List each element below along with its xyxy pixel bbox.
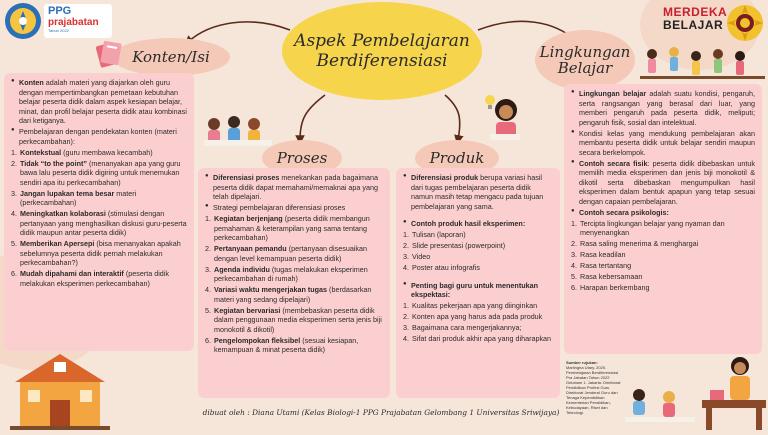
list-item: 5. Rasa kebersamaan [571, 272, 643, 281]
list-item: 3. Jangan lupakan tema besar materi (perkecambahan) [11, 188, 137, 207]
produk-definition: ● Diferensiasi produk berupa variasi hasil dari tugas pembelajaran peserta didik namun masih tetap mengacu pada tujuan pembelajaran yang sama. [403, 173, 553, 211]
list-item: 5. Kegiatan bervariasi (membebaskan peserta didik dalam penggunaan media eksperimen serta jenis biji monokotil & dikotil) [205, 305, 382, 334]
lingkungan-label [535, 30, 635, 90]
arrow-to-konten [188, 22, 290, 42]
prajabatan-text: prajabatan [48, 17, 99, 28]
list-item: 6. Mudah dipahami dan interaktif (peserta didik melakukan eksperimen perkecambahan) [11, 269, 169, 288]
konten-definition: ● Konten adalah materi yang diajarkan oleh guru dengan mempertimbangkan pemetaan kebutuhan belajar peserta didik dalam aspek kesiapan belajar, minat, dan profil belajar peserta didik atau kombinasi dari ketiganya. [11, 78, 187, 126]
list-item: 4. Sifat dari produk akhir apa yang diharapkan [403, 334, 552, 343]
list-item: 4. Rasa tertantang [571, 261, 632, 270]
list-item: 1. Kontekstual (guru membawa kecambah) [11, 147, 153, 157]
belajar-text: BELAJAR [663, 18, 724, 33]
main-title-line1: Aspek Pembelajaran [294, 30, 470, 51]
proses-strategy: ● Strategi pembelajaran diferensiasi proses [205, 203, 383, 213]
merdeka-text: MERDEKA [663, 5, 728, 19]
lingkungan-fisik: ● Contoh secara fisik: peserta didik dibebaskan untuk memilih media eksperimen dan jenis biji monokotil & dikotil serta dibebaskan mengumpulkan hasil eksperimen dalam bentuk apapun yang tetap sesuai dengan capaian pembelajaran. [571, 159, 755, 207]
produk-contoh-title: ● Contoh produk hasil eksperimen: [403, 219, 553, 229]
students-reading-illustration [200, 112, 278, 152]
teacher-desk-illustration [700, 350, 766, 430]
list-item: 4. Poster atau infografis [403, 263, 480, 272]
lingkungan-definition: ● Lingkungan belajar adalah suatu kondisi, pengaruh, serta rangsangan yang berasal dari luar, yang memberi pengaruh pada peserta didik, meliputi; pengaruh fisik, sosial dan intelektual. [571, 89, 755, 127]
list-item: 1. Kualitas pekerjaan apa yang diinginkan [403, 301, 538, 310]
list-item: 1. Tercipta lingkungan belajar yang nyaman dan menyenangkan [571, 218, 725, 237]
ppg-text: PPG [48, 5, 72, 17]
lingkungan-title-line1: Lingkungan [539, 42, 631, 61]
arrow-to-proses [300, 95, 325, 140]
proses-card [198, 168, 390, 398]
list-item: 3. Rasa keadilan [571, 250, 626, 259]
list-item: 2. Slide presentasi (powerpoint) [403, 241, 506, 250]
konten-title: Konten/Isi [132, 48, 210, 66]
girl-idea-illustration [484, 90, 524, 146]
lingkungan-psikologis-title: ● Contoh secara psikologis: [571, 208, 755, 218]
list-item: 6. Pengelompokan fleksibel (sesuai kesiapan, kemampuan & minat peserta didik) [205, 335, 359, 354]
sumber-title: Sumber rujukan: [566, 360, 598, 365]
list-item: 4. Meningkatkan kolaborasi (stimulasi dengan pertanyaan yang menghasilkan diskusi guru-peserta didik maupun antar peserta didik) [11, 209, 187, 237]
konten-approach: ● Pembelajaran dengan pendekatan konten (materi perkecambahan): [11, 127, 187, 146]
list-item: 2. Pertanyaan pemandu (pertanyaan disesuaikan dengan level kemampuan peserta didik) [205, 244, 368, 263]
lingkungan-card [564, 84, 762, 354]
list-item: 2. Tidak “to the point” (menanyakan apa yang guru bawa lalu peserta didik digiring untuk menemukan sendiri apa itu perkecambahan) [11, 158, 181, 187]
proses-title: Proses [276, 149, 328, 167]
list-item: 3. Video [403, 252, 431, 261]
proses-definition: ● Diferensiasi proses menekankan pada bagaimana peserta didik dapat memahami/memaknai apa yang telah dipelajari. [205, 173, 383, 202]
list-item: 2. Konten apa yang harus ada pada produk [403, 312, 543, 321]
list-item: 1. Tulisan (laporan) [403, 230, 466, 239]
sumber-rujukan [566, 360, 624, 426]
konten-card [4, 73, 194, 351]
list-item: 6. Harapan berkembang [571, 283, 650, 292]
list-item: 3. Bagaimana cara mengerjakannya; [403, 323, 522, 332]
list-item: 2. Rasa saling menerima & menghargai [571, 239, 699, 248]
list-item: 4. Variasi waktu mengerjakan tugas (berdasarkan materi yang sedang dipelajari) [205, 285, 372, 304]
school-building-illustration [10, 350, 110, 430]
kids-playing-illustration [640, 44, 765, 84]
lingkungan-kondisi: ● Kondisi kelas yang mendukung pembelajaran akan membantu peserta didik untuk belajar sendiri maupun secara berkelompok. [571, 129, 755, 158]
produk-penting-title: ● Penting bagi guru untuk menentukan ekspektasi: [403, 281, 553, 300]
list-item: 1. Kegiatan berjenjang (peserta didik membangun pemahaman & keterampilan yang sama tentang perkecambahan) [205, 214, 370, 242]
list-item: 5. Memberikan Apersepi (bisa menanyakan apakah sebelumnya peserta didik pernah melakukan perkecambahan?) [11, 239, 181, 267]
footer-credit: dibuat oleh : Diana Utami (Kelas Biologi-1 PPG Prajabatan Gelombang 1 Universitas Sriwijaya) [202, 408, 560, 417]
sumber-text: Marlingha Utary. 2020. Pembelajaran Berdiferensiasi Pra Jabatan Tahun 2022 Gelobam 1. Jakarta: Direktorat Pendidikan Profesi Guru Direktorat Jenderal Guru dan Tenaga Kependidikan Kementerian Pendidikan, Kebudayaan, Riset dan Teknologi. [566, 365, 621, 415]
books-icon [92, 36, 126, 70]
tahun-text: Tahun 2022 [48, 28, 69, 33]
lingkungan-title-line2: Belajar [557, 59, 613, 77]
kids-bottom-illustration [625, 385, 695, 425]
list-item: 3. Agenda individu (tugas melakukan eksperimen perkecambahan di rumah) [205, 264, 368, 283]
konten-label [112, 38, 230, 76]
produk-card [396, 168, 560, 398]
main-title-line2: Berdiferensiasi [316, 51, 448, 71]
arrow-to-produk [445, 95, 460, 140]
produk-title: Produk [429, 149, 485, 167]
